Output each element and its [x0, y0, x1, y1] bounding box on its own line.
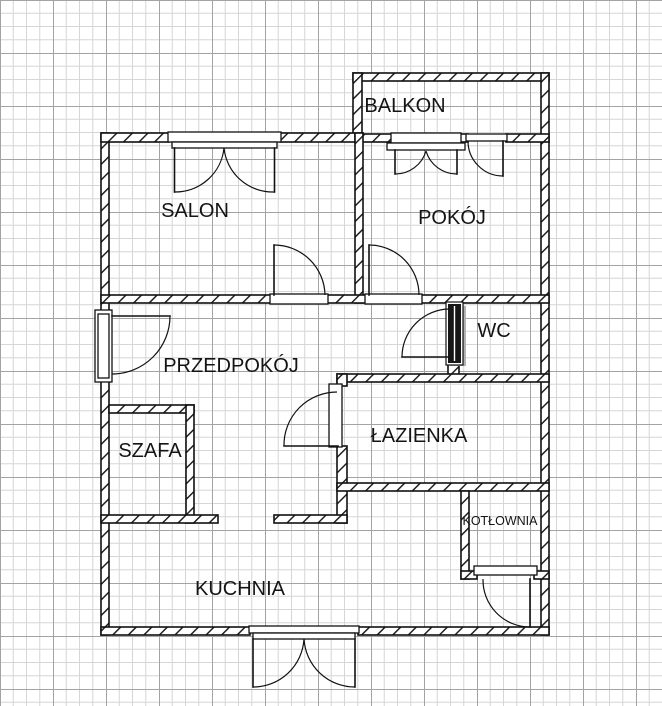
kotlownia-door-frame — [474, 566, 537, 575]
wall-hall-north-mid — [325, 295, 369, 303]
wall-balkon-top — [353, 73, 549, 81]
room-label-balkon: BALKON — [364, 95, 446, 117]
wall-outer-bottom-left — [101, 627, 250, 635]
wall-outer-left — [101, 133, 109, 635]
wall-balkon-left — [353, 73, 362, 135]
wall-wc-lazienka-top — [337, 374, 549, 382]
wall-salon-pokoj-divider — [355, 133, 363, 303]
room-label-przedpokoj: PRZEDPOKÓJ — [163, 355, 299, 377]
room-label-lazienka: ŁAZIENKA — [370, 425, 468, 447]
balkon-door-frame — [466, 134, 507, 141]
wall-szafa-right — [186, 405, 194, 523]
room-label-salon: SALON — [161, 200, 229, 222]
wall-outer-right — [541, 73, 549, 635]
wall-kotlownia-left — [461, 491, 469, 579]
kuchnia-french-door-frame — [249, 626, 359, 633]
salon-window-sill — [172, 142, 277, 148]
wall-szafa-top — [109, 405, 194, 413]
salon-door-frame — [270, 294, 328, 304]
entry-door-frame-inner — [98, 314, 109, 378]
room-label-szafa: SZAFA — [118, 440, 182, 462]
wall-szafa-bottom — [101, 515, 218, 523]
wall-kuchnia-top-mid — [274, 515, 347, 523]
room-label-kotlownia: KOTŁOWNIA — [462, 514, 538, 528]
wall-top-salon-left — [101, 133, 169, 142]
salon-window-frame — [168, 132, 281, 142]
wall-outer-bottom-right — [358, 627, 549, 635]
wall-top-pokoj-right — [506, 134, 549, 142]
lazienka-door-frame — [329, 384, 342, 447]
pokoj-window-sill — [387, 143, 465, 150]
room-label-pokoj: POKÓJ — [418, 207, 486, 229]
wall-top-salon-right — [280, 133, 363, 142]
pokoj-door-frame — [365, 294, 422, 304]
wall-lazienka-bottom — [337, 483, 549, 491]
wall-hall-north-left — [101, 295, 274, 303]
pokoj-window-frame — [391, 133, 461, 143]
wall-hall-north-right — [419, 295, 549, 303]
kuchnia-french-door-frame-inner — [253, 633, 355, 639]
room-label-kuchnia: KUCHNIA — [194, 578, 286, 600]
room-label-wc: WC — [477, 320, 511, 342]
